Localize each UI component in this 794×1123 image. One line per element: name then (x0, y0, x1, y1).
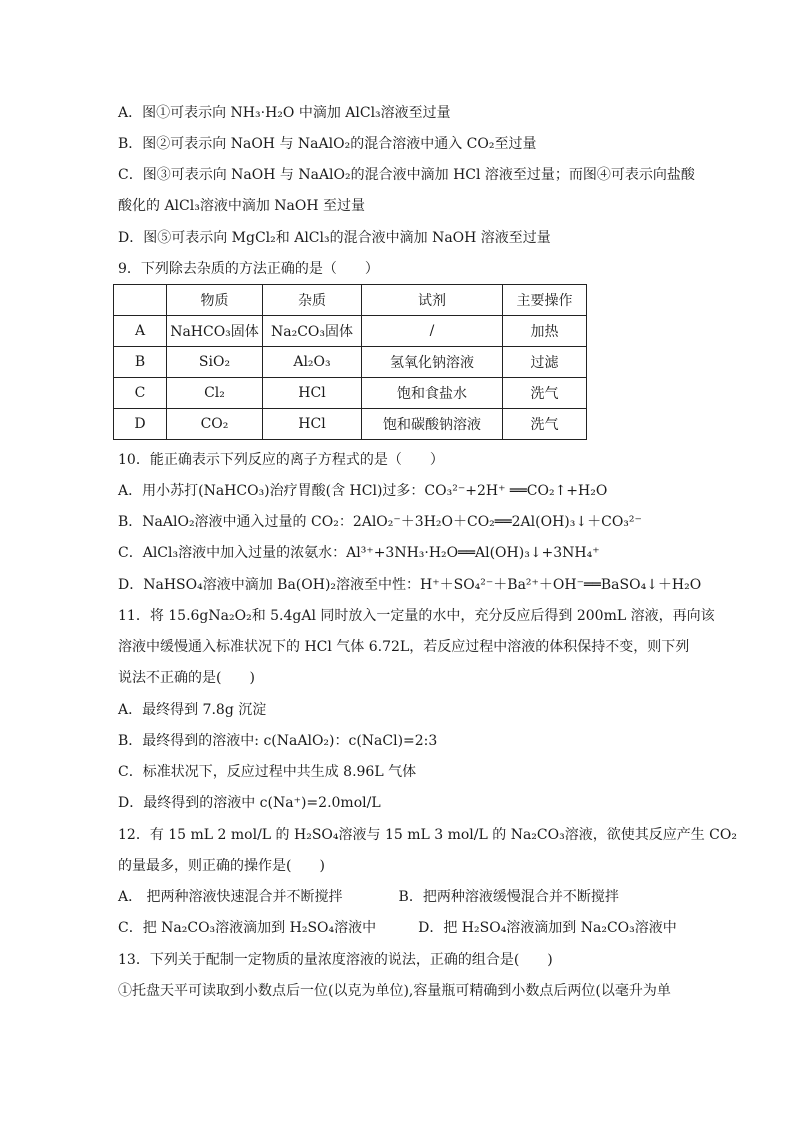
table-cell: HCl (263, 409, 362, 440)
q13-item-1: ①托盘天平可读取到小数点后一位(以克为单位),容量瓶可精确到小数点后两位(以毫升为单 (118, 983, 671, 999)
q9-stem: 9．下列除去杂质的方法正确的是（ ） (118, 261, 379, 277)
table-cell: C (114, 378, 167, 409)
table-cell: 主要操作 (503, 285, 587, 316)
table-cell: / (362, 316, 503, 347)
table-cell: D (114, 409, 167, 440)
table-cell: HCl (263, 378, 362, 409)
q11-option-d: D．最终得到的溶液中 c(Na⁺)=2.0mol/L (118, 795, 381, 811)
table-row (114, 378, 587, 409)
q10-option-a: A．用小苏打(NaHCO₃)治疗胃酸(含 HCl)过多：CO₃²⁻+2H⁺ ══CO₂↑+H₂O (118, 483, 608, 499)
q8-option-a: A．图①可表示向 NH₃·H₂O 中滴加 AlCl₃溶液至过量 (118, 105, 451, 121)
table-cell: 洗气 (503, 409, 587, 440)
q11-stem-end: 说法不正确的是( ) (118, 670, 255, 686)
table-cell: 试剂 (362, 285, 503, 316)
q10-stem: 10．能正确表示下列反应的离子方程式的是（ ） (118, 452, 444, 468)
table-row (114, 347, 587, 378)
table-cell: Na₂CO₃固体 (263, 316, 362, 347)
q12-stem: 12．有 15 mL 2 mol/L 的 H₂SO₄溶液与 15 mL 3 mol/L 的 Na₂CO₃溶液，欲使其反应产生 CO₂ (118, 827, 737, 843)
q11-stem: 11．将 15.6gNa₂O₂和 5.4gAl 同时放入一定量的水中，充分反应后得到 200mL 溶液，再向该 (118, 608, 715, 624)
q12-options-ab: A． 把两种溶液快速混合并不断搅拌 B．把两种溶液缓慢混合并不断搅拌 (118, 889, 619, 905)
table-row (114, 409, 587, 440)
table-cell: 洗气 (503, 378, 587, 409)
table-cell: NaHCO₃固体 (167, 316, 263, 347)
q9-table (113, 284, 587, 440)
table-cell: 杂质 (263, 285, 362, 316)
table-cell: 饱和碳酸钠溶液 (362, 409, 503, 440)
table-cell: 饱和食盐水 (362, 378, 503, 409)
q8-option-d: D．图⑤可表示向 MgCl₂和 AlCl₃的混合液中滴加 NaOH 溶液至过量 (118, 230, 551, 246)
table-cell: A (114, 316, 167, 347)
q11-option-b: B．最终得到的溶液中: c(NaAlO₂)：c(NaCl)=2:3 (118, 733, 438, 749)
q11-option-c: C．标准状况下，反应过程中共生成 8.96L 气体 (118, 764, 417, 780)
q10-option-d: D．NaHSO₄溶液中滴加 Ba(OH)₂溶液至中性：H⁺＋SO₄²⁻＋Ba²⁺＋OH⁻══BaSO₄↓＋H₂O (118, 577, 702, 593)
table-cell: 物质 (167, 285, 263, 316)
q8-option-c: C．图③可表示向 NaOH 与 NaAlO₂的混合液中滴加 HCl 溶液至过量；而图④可表示向盐酸 (118, 167, 695, 183)
q10-option-b: B．NaAlO₂溶液中通入过量的 CO₂：2AlO₂⁻＋3H₂O＋CO₂══2Al(OH)₃↓＋CO₃²⁻ (118, 514, 642, 530)
q11-option-a: A．最终得到 7.8g 沉淀 (118, 702, 267, 718)
q10-option-c: C．AlCl₃溶液中加入过量的浓氨水：Al³⁺+3NH₃·H₂O══Al(OH)₃↓+3NH₄⁺ (118, 545, 600, 561)
table-cell: Cl₂ (167, 378, 263, 409)
table-header-row (114, 285, 587, 316)
q13-stem: 13．下列关于配制一定物质的量浓度溶液的说法，正确的组合是( ) (118, 952, 553, 968)
q8-option-b: B．图②可表示向 NaOH 与 NaAlO₂的混合溶液中通入 CO₂至过量 (118, 136, 537, 152)
table-cell: 过滤 (503, 347, 587, 378)
table-cell: 氢氧化钠溶液 (362, 347, 503, 378)
table-cell: B (114, 347, 167, 378)
q11-stem-cont: 溶液中缓慢通入标准状况下的 HCl 气体 6.72L，若反应过程中溶液的体积保持不变，则下列 (118, 639, 690, 655)
table-cell (114, 285, 167, 316)
q12-options-cd: C．把 Na₂CO₃溶液滴加到 H₂SO₄溶液中 D．把 H₂SO₄溶液滴加到 Na₂CO₃溶液中 (118, 920, 677, 936)
table-row (114, 316, 587, 347)
q12-stem-cont: 的量最多，则正确的操作是( ) (118, 858, 325, 874)
table-cell: SiO₂ (167, 347, 263, 378)
table-cell: Al₂O₃ (263, 347, 362, 378)
table-cell: CO₂ (167, 409, 263, 440)
table-cell: 加热 (503, 316, 587, 347)
q8-option-c-cont: 酸化的 AlCl₃溶液中滴加 NaOH 至过量 (118, 198, 366, 214)
